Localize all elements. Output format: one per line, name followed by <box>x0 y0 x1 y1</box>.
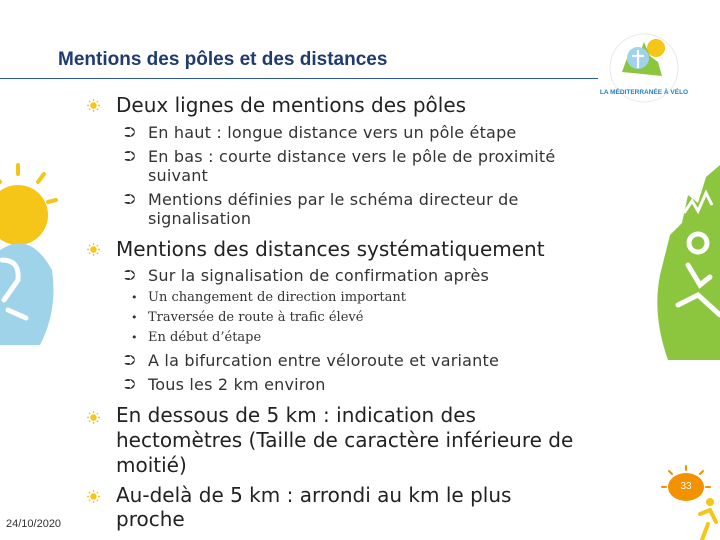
brand-logo <box>600 28 688 108</box>
dot-item-2: Traversée de route à trafic élevé <box>148 310 364 325</box>
sub-bullet-1-1: En haut : longue distance vers un pôle étape <box>148 123 517 142</box>
bullet-3-line-3: moitié) <box>116 453 187 477</box>
bullet-4-line-1: Au-delà de 5 km : arrondi au km le plus <box>116 483 512 507</box>
bullet-sun-icon <box>87 99 100 112</box>
bullet-sun-icon <box>87 411 100 424</box>
sub-bullet-1-3: Mentions définies par le schéma directeur de <box>148 190 519 209</box>
logo-text: LA MÉDITERRANÉE À VÉLO <box>600 89 688 96</box>
bullet-sun-icon <box>87 243 100 256</box>
title-divider <box>0 78 598 79</box>
sub-bullet-2-1: Sur la signalisation de confirmation après <box>148 266 490 285</box>
arrow-icon: ⮊ <box>124 123 136 141</box>
dot-icon: • <box>131 331 138 344</box>
right-decoration <box>648 165 720 360</box>
page-number-badge <box>660 462 720 540</box>
sub-bullet-1-2: En bas : courte distance vers le pôle de proximité <box>148 147 556 166</box>
dot-icon: • <box>131 291 138 304</box>
mountain-icon <box>657 165 720 360</box>
sub-bullet-2-2: A la bifurcation entre véloroute et variante <box>148 351 499 370</box>
arrow-icon: ⮊ <box>124 375 136 393</box>
dot-item-3: En début d’étape <box>148 330 262 345</box>
sub-bullet-1-2-cont: suivant <box>148 166 209 185</box>
sub-bullet-2-3: Tous les 2 km environ <box>148 375 326 394</box>
bullet-1-text: Deux lignes de mentions des pôles <box>116 93 467 117</box>
dot-icon: • <box>131 311 138 324</box>
arrow-icon: ⮊ <box>124 266 136 284</box>
sub-bullet-1-3-cont: signalisation <box>148 209 252 228</box>
arrow-icon: ⮊ <box>124 190 136 208</box>
page-number: 33 <box>680 481 692 492</box>
bullet-3-line-2: hectomètres (Taille de caractère inférieure de <box>116 428 574 452</box>
bullet-3-line-1: En dessous de 5 km : indication des <box>116 403 476 427</box>
bullet-2-text: Mentions des distances systématiquement <box>116 237 545 261</box>
cyclist-icon <box>700 498 716 540</box>
arrow-icon: ⮊ <box>124 351 136 369</box>
arrow-icon: ⮊ <box>124 147 136 165</box>
bullet-4-line-2: proche <box>116 507 185 531</box>
dot-item-1: Un changement de direction important <box>148 290 406 305</box>
sun-icon <box>0 165 56 245</box>
slide-date: 24/10/2020 <box>6 518 62 530</box>
left-decoration <box>0 160 60 350</box>
slide-title: Mentions des pôles et des distances <box>58 49 388 70</box>
bullet-sun-icon <box>87 490 100 503</box>
